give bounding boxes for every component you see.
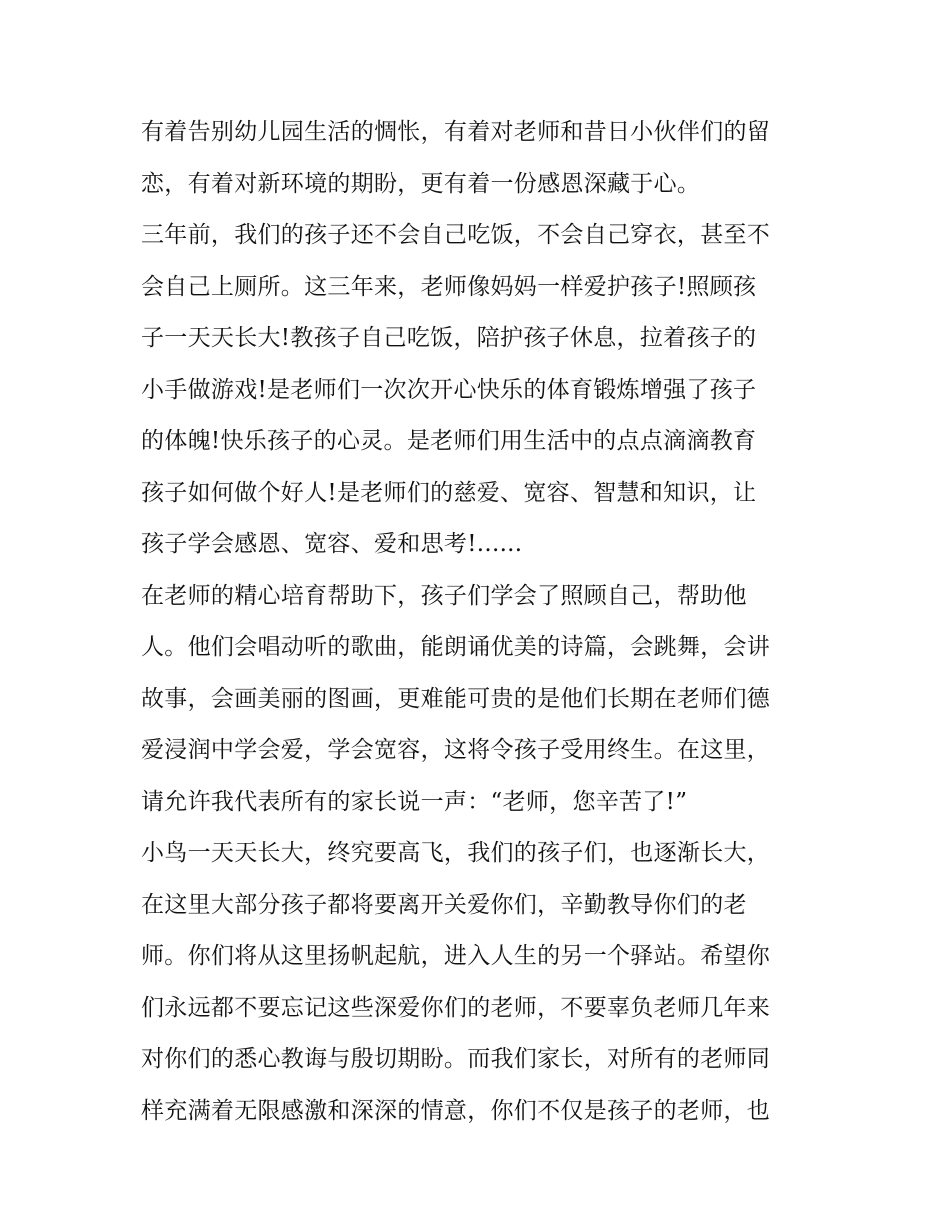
text-line: 有着告别幼儿园生活的惆怅，有着对老师和昔日小伙伴们的留 <box>141 119 771 145</box>
text-line: 小手做游戏!是老师们一次次开心快乐的体育锻炼增强了孩子 <box>141 376 757 403</box>
text-line: 孩子学会感恩、宽容、爱和思考!...... <box>141 531 523 557</box>
text-line: 在老师的精心培育帮助下，孩子们学会了照顾自己，帮助他 <box>141 582 747 609</box>
text-line: 爱浸润中学会爱，学会宽容，这将令孩子受用终生。在这里， <box>141 737 771 763</box>
text-line: 师。你们将从这里扬帆起航，进入人生的另一个驿站。希望你 <box>141 943 771 969</box>
text-line: 故事，会画美丽的图画，更难能可贵的是他们长期在老师们德 <box>141 685 771 712</box>
paragraph-3 <box>141 571 821 829</box>
text-line: 子一天天长大!教孩子自己吃饭，陪护孩子休息，拉着孩子的 <box>141 325 757 351</box>
text-line: 在这里大部分孩子都将要离开关爱你们，辛勤教导你们的老 <box>141 891 747 918</box>
paragraph-2 <box>141 210 821 571</box>
text-line: 请允许我代表所有的家长说一声：“老师，您辛苦了!” <box>141 788 688 815</box>
text-line: 小鸟一天天长大，终究要高飞，我们的孩子们，也逐渐长大， <box>141 840 771 866</box>
text-line: 人。他们会唱动听的歌曲，能朗诵优美的诗篇，会跳舞，会讲 <box>141 634 771 660</box>
text-line: 们永远都不要忘记这些深爱你们的老师，不要辜负老师几年来 <box>141 994 771 1021</box>
paragraph-1 <box>141 107 821 210</box>
text-line: 的体魄!快乐孩子的心灵。是老师们用生活中的点点滴滴教育 <box>141 428 757 454</box>
document-body <box>141 107 821 1137</box>
text-line: 三年前，我们的孩子还不会自己吃饭，不会自己穿衣，甚至不 <box>141 222 771 248</box>
text-line: 会自己上厕所。这三年来，老师像妈妈一样爱护孩子!照顾孩 <box>141 273 757 300</box>
text-line: 对你们的悉心教诲与殷切期盼。而我们家长，对所有的老师同 <box>141 1046 771 1072</box>
paragraph-4 <box>141 828 821 1137</box>
text-line: 恋，有着对新环境的期盼，更有着一份感恩深藏于心。 <box>141 170 701 197</box>
text-line: 孩子如何做个好人!是老师们的慈爱、宽容、智慧和知识，让 <box>141 479 757 506</box>
text-line: 样充满着无限感激和深深的情意，你们不仅是孩子的老师，也 <box>141 1097 771 1124</box>
